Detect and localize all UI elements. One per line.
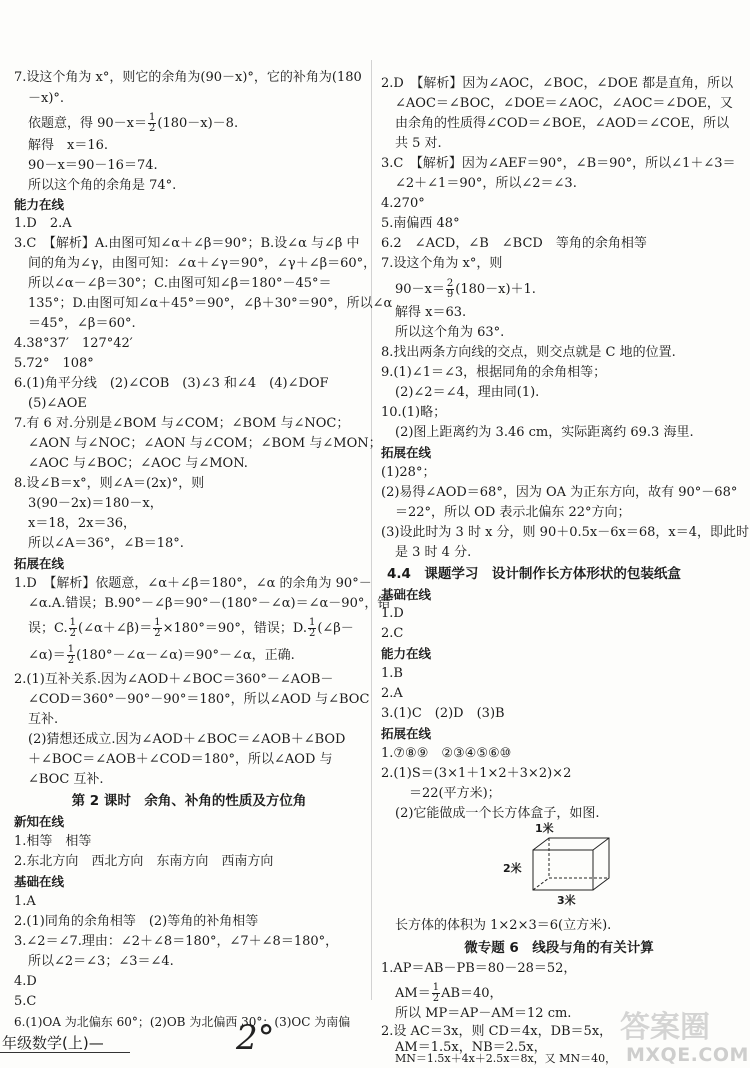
text-line: ∠α.A.错误；B.90°－∠β＝90°－(180°－∠α)＝∠α－90°，错	[28, 596, 391, 611]
numerator: 2	[446, 278, 454, 289]
text-fragment: (180－x)＋1.	[455, 282, 536, 297]
section-heading: 拓展在线	[381, 726, 432, 741]
lesson-title: 微专题 6 线段与角的有关计算	[464, 940, 654, 956]
text-fragment: 依题意，得 90－x＝	[28, 116, 148, 131]
text-line: 10.(1)略；	[381, 405, 447, 420]
label-bottom: 3米	[557, 894, 576, 907]
denominator: 2	[432, 993, 440, 1004]
text-line: 共 5 对.	[395, 136, 442, 151]
text-line: 所以∠α－∠β＝30°；C.由图可知∠β＝180°－45°＝	[28, 276, 332, 291]
text-line: ＝45°，∠β＝60°.	[28, 316, 136, 331]
label-top: 1米	[535, 822, 554, 835]
text-line: ∠COD＝360°－90°－90°＝180°，所以∠AOD 与∠BOC	[28, 692, 370, 707]
text-line: (2)∠2＝∠4，理由同(1).	[395, 385, 540, 400]
text-line: 7.有 6 对.分别是∠BOM 与∠COM；∠BOM 与∠NOC；	[14, 416, 350, 431]
text-line: (2)图上距离约为 3.46 cm，实际距离约 69.3 海里.	[395, 425, 694, 440]
text-line: ∠AOC 与∠BOC；∠AOC 与∠MON.	[28, 456, 248, 471]
text-line: 2.(1)同角的余角相等 (2)等角的补角相等	[14, 914, 259, 929]
right-overflow-lines	[395, 0, 735, 1068]
text-line: 4.270°	[381, 196, 425, 211]
left-column-bottom-lines	[14, 0, 364, 1068]
text-line: AM＝1.5x，NB＝2.5x，	[395, 1040, 547, 1055]
text-line: 2.C	[381, 626, 404, 641]
text-line: ＋∠BOC＝∠AOB＋∠COD＝180°，所以∠AOD 与	[28, 752, 333, 767]
text-line: 所以∠2＝∠3；∠3＝∠4.	[28, 954, 174, 969]
text-line: 3.(1)C (2)D (3)B	[381, 706, 505, 721]
section-heading: 基础在线	[381, 587, 432, 602]
text-line: 3.C 【解析】A.由图可知∠α＋∠β＝90°；B.设∠α 与∠β 中	[14, 236, 360, 251]
text-line: x＝18，2x＝36，	[28, 516, 137, 531]
text-line: 9.(1)∠1＝∠3，根据同角的余角相等；	[381, 365, 607, 380]
section-heading: 能力在线	[14, 197, 65, 212]
text-fragment: AB＝40，	[441, 986, 503, 1001]
denominator: 9	[446, 289, 454, 300]
text-line: 6.(1)角平分线 (2)∠COB (3)∠3 和∠4 (4)∠DOF	[14, 376, 329, 391]
text-line: 间的角为∠γ，由图可知：∠α＋∠γ＝90°，∠γ＋∠β＝60°，	[28, 256, 377, 271]
text-line: 所以这个角的余角是 74°.	[28, 178, 177, 193]
lesson-title: 4.4 课题学习 设计制作长方体形状的包装纸盒	[387, 566, 681, 582]
text-line: 90－x＝90－16＝74.	[28, 158, 158, 173]
text-line: 3.C 【解析】因为∠AEF＝90°，∠B＝90°，所以∠1＋∠3＝	[381, 156, 736, 171]
text-line: 4.38°37′ 127°42′	[14, 336, 133, 351]
text-line: 7.设这个角为 x°，则它的余角为(90－x)°，它的补角为(180	[14, 70, 362, 85]
text-line: ∠AON 与∠NOC；∠AON 与∠COM；∠BOM 与∠MON；	[28, 436, 382, 451]
text-line: 解得 x＝63.	[395, 305, 467, 320]
numerator: 1	[149, 112, 156, 123]
denominator: 2	[69, 628, 76, 639]
text-line: ＝22°，所以 OD 表示北偏东 22°方向；	[395, 505, 631, 520]
text-line: (1)28°；	[381, 465, 436, 480]
section-heading: 基础在线	[14, 874, 65, 889]
numerator: 1	[308, 617, 316, 628]
text-line: 6.(1)OA 为北偏东 60°；(2)OB 为北偏西 30°；(3)OC 为南偏	[14, 1015, 351, 1029]
section-heading: 能力在线	[381, 646, 432, 661]
text-line: 2.(1)S＝(3×1＋1×2＋3×2)×2	[381, 766, 572, 781]
text-line: (2)它能做成一个长方体盒子，如图.	[395, 806, 600, 821]
handwritten-page-number: 2°	[236, 1018, 275, 1058]
text-line: －x)°.	[28, 91, 65, 106]
text-line: 8.找出两条方向线的交点，则交点就是 C 地的位置.	[381, 345, 676, 360]
text-line: 解得 x＝16.	[28, 138, 109, 153]
denominator: 2	[67, 655, 75, 666]
text-line: 3.∠2＝∠7.理由：∠2＋∠8＝180°，∠7＋∠8＝180°，	[14, 934, 339, 949]
text-line: ∠2＋∠1＝90°，所以∠2＝∠3.	[395, 176, 577, 191]
watermark	[560, 998, 750, 1068]
denominator: 2	[308, 628, 316, 639]
watermark-logo-text: 答案圈	[620, 1010, 710, 1045]
numerator: 1	[69, 617, 76, 628]
text-line: 7.设这个角为 x°，则	[381, 256, 503, 271]
text-fragment: (∠β－	[317, 621, 354, 636]
text-line: 2.A	[381, 686, 403, 701]
text-line: 长方体的体积为 1×2×3＝6(立方米).	[395, 918, 612, 933]
text-fragment: 90－x＝	[395, 282, 445, 297]
text-fragment: ∠α)＝	[28, 648, 66, 663]
text-fragment: (180－x)－8.	[157, 116, 239, 131]
section-heading: 拓展在线	[381, 445, 432, 460]
text-line: 5.南偏西 48°	[381, 216, 460, 231]
watermark-url: MXQE.COM	[626, 1044, 749, 1066]
text-line: 4.D	[14, 974, 37, 989]
text-line: MN＝1.5x＋4x＋2.5x＝8x，又 MN＝40，	[395, 1052, 617, 1065]
text-line: (2)猜想还成立.因为∠AOD＋∠BOC＝∠AOB＋∠BOD	[28, 732, 346, 747]
footer-book-title: 年级数学(上)—	[2, 1034, 104, 1052]
text-line: 135°；D.由图可知∠α＋45°＝90°，∠β＋30°＝90°，所以∠α	[28, 296, 393, 311]
text-line: ∠AOC＝∠BOC，∠DOE＝∠AOC，∠AOC＝∠DOE，又	[395, 96, 733, 111]
text-line: 所以这个角为 63°.	[395, 325, 505, 340]
column-divider	[371, 60, 372, 1000]
text-fragment: AM＝	[395, 986, 431, 1001]
numerator: 1	[154, 617, 161, 628]
text-line: 是 3 时 4 分.	[395, 545, 472, 560]
text-line: 互补.	[28, 712, 59, 727]
text-line: ＝22(平方米)；	[409, 786, 501, 801]
text-line: 6.2 ∠ACD，∠B ∠BCD 等角的余角相等	[381, 236, 647, 251]
text-line: (2)易得∠AOD＝68°，因为 OA 为正东方向，故有 90°－68°	[381, 485, 738, 500]
text-line: (3)设此时为 3 时 x 分，则 90＋0.5x－6x＝68，x＝4，即此时	[381, 525, 749, 540]
text-line: 2.D 【解析】因为∠AOC，∠BOC，∠DOE 都是直角，所以	[381, 76, 734, 91]
text-line: 1.⑦⑧⑨ ②③④⑤⑥⑩	[381, 746, 512, 761]
text-line: 由余角的性质得∠COD＝∠BOE，∠AOD＝∠COE，所以	[395, 116, 730, 131]
text-fragment: (180°－∠α－∠α)＝90°－∠α，正确.	[76, 648, 295, 663]
denominator: 2	[154, 628, 161, 639]
text-line: 所以∠A＝36°，∠B＝18°.	[28, 536, 184, 551]
text-line: 1.D 2.A	[14, 216, 72, 231]
numerator: 1	[432, 982, 440, 993]
text-fragment: 误；C.	[28, 621, 68, 636]
label-left: 2米	[503, 862, 522, 875]
text-line: 1.D	[381, 606, 404, 621]
text-line: ∠BOC 互补.	[28, 772, 104, 787]
text-line: 8.设∠B＝x°，则∠A＝(2x)°，则	[14, 476, 205, 491]
text-line: 1.相等 相等	[14, 834, 92, 849]
text-line: 1.D 【解析】依题意，∠α＋∠β＝180°，∠α 的余角为 90°－	[14, 576, 372, 591]
numerator: 1	[67, 644, 75, 655]
text-fragment: (∠α＋∠β)＝	[78, 621, 153, 636]
text-line: 5.72° 108°	[14, 356, 94, 371]
text-line: 所以 MP＝AP－AM＝12 cm.	[395, 1006, 572, 1021]
text-line: 1.B	[381, 666, 403, 681]
text-line: 2.设 AC＝3x，则 CD＝4x，DB＝5x，	[381, 1024, 613, 1039]
lesson-title: 第 2 课时 余角、补角的性质及方位角	[71, 793, 307, 809]
text-fragment: ×180°＝90°，错误；D.	[162, 621, 307, 636]
text-line: (5)∠AOE	[28, 396, 87, 411]
section-heading: 新知在线	[14, 814, 65, 829]
text-line: 1.AP＝AB－PB＝80－28＝52，	[381, 961, 577, 976]
text-line: 3(90－2x)＝180－x，	[28, 496, 163, 511]
section-heading: 拓展在线	[14, 556, 65, 571]
text-line: 2.(1)互补关系.因为∠AOD＋∠BOC＝360°－∠AOB－	[14, 672, 334, 687]
denominator: 2	[149, 123, 156, 134]
text-line: 1.A	[14, 894, 36, 909]
text-line: 5.C	[14, 994, 37, 1009]
text-line: 2.东北方向 西北方向 东南方向 西南方向	[14, 854, 274, 869]
